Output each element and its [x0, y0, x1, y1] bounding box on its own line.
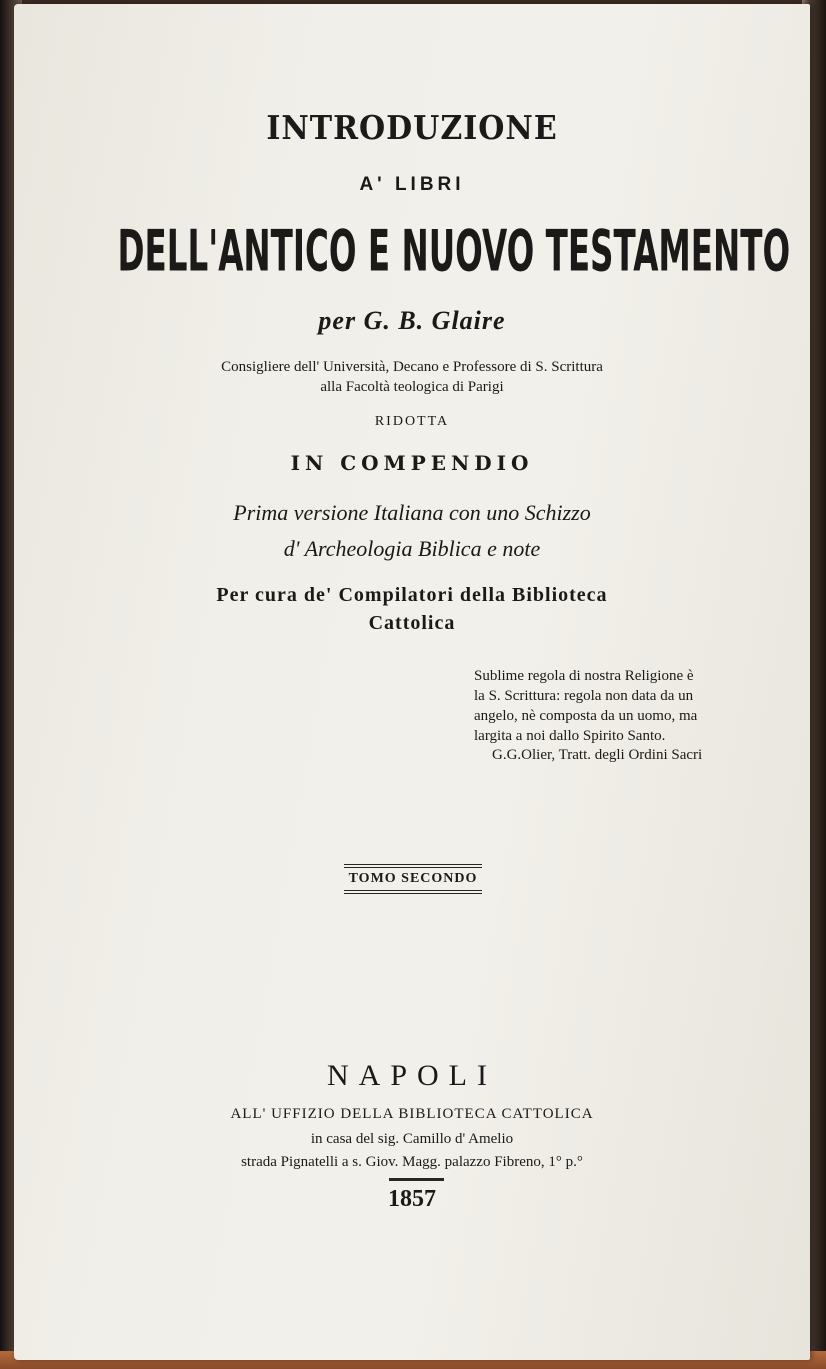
year-rule [389, 1178, 444, 1181]
compendio-label: IN COMPENDIO [290, 451, 534, 475]
title-line-1: INTRODUZIONE [266, 109, 558, 148]
author-description-1: Consigliere dell' Università, Decano e Professore di S. Scrittura [221, 359, 603, 375]
author-description-2: alla Facoltà teologica di Parigi [320, 379, 504, 395]
imprint-year: 1857 [388, 1186, 436, 1212]
imprint-city: NAPOLI [327, 1059, 497, 1092]
epigraph-attribution: G.G.Olier, Tratt. degli Ordini Sacri [492, 747, 703, 763]
version-line-2: d' Archeologia Biblica e note [283, 536, 541, 561]
imprint-line-2: in casa del sig. Camillo d' Amelio [310, 1131, 514, 1147]
epigraph-line-3: angelo, nè composta da un uomo, ma [474, 708, 698, 724]
rule-bottom [344, 893, 482, 894]
epigraph-line-1: Sublime regola di nostra Religione è [474, 668, 694, 684]
rule-top [344, 864, 482, 865]
rule-top-inner [344, 867, 482, 868]
version-line-1: Prima versione Italiana con uno Schizzo [233, 500, 591, 525]
title-page [14, 4, 810, 1360]
imprint-line-1: ALL' UFFIZIO DELLA BIBLIOTECA CATTOLICA [230, 1106, 594, 1122]
editors-line-2: Cattolica [368, 612, 456, 634]
volume-label-box [344, 864, 482, 894]
epigraph-line-2: la S. Scrittura: regola non data da un [474, 688, 694, 704]
epigraph-line-4: largita a noi dallo Spirito Santo. [474, 728, 666, 744]
title-line-2: A' LIBRI [359, 174, 465, 195]
imprint-line-3: strada Pignatelli a s. Giov. Magg. palazzo Fibreno, 1° p.° [241, 1154, 583, 1170]
volume-label: TOMO SECONDO [348, 871, 478, 886]
ridotta-label: RIDOTTA [374, 414, 450, 429]
editors-line-1: Per cura de' Compilatori della Biblioteca [216, 584, 608, 606]
author-line: per G. B. Glaire [318, 306, 506, 335]
rule-bottom-inner [344, 890, 482, 891]
main-title: DELL'ANTICO E NUOVO TESTAMENTO [117, 218, 791, 285]
